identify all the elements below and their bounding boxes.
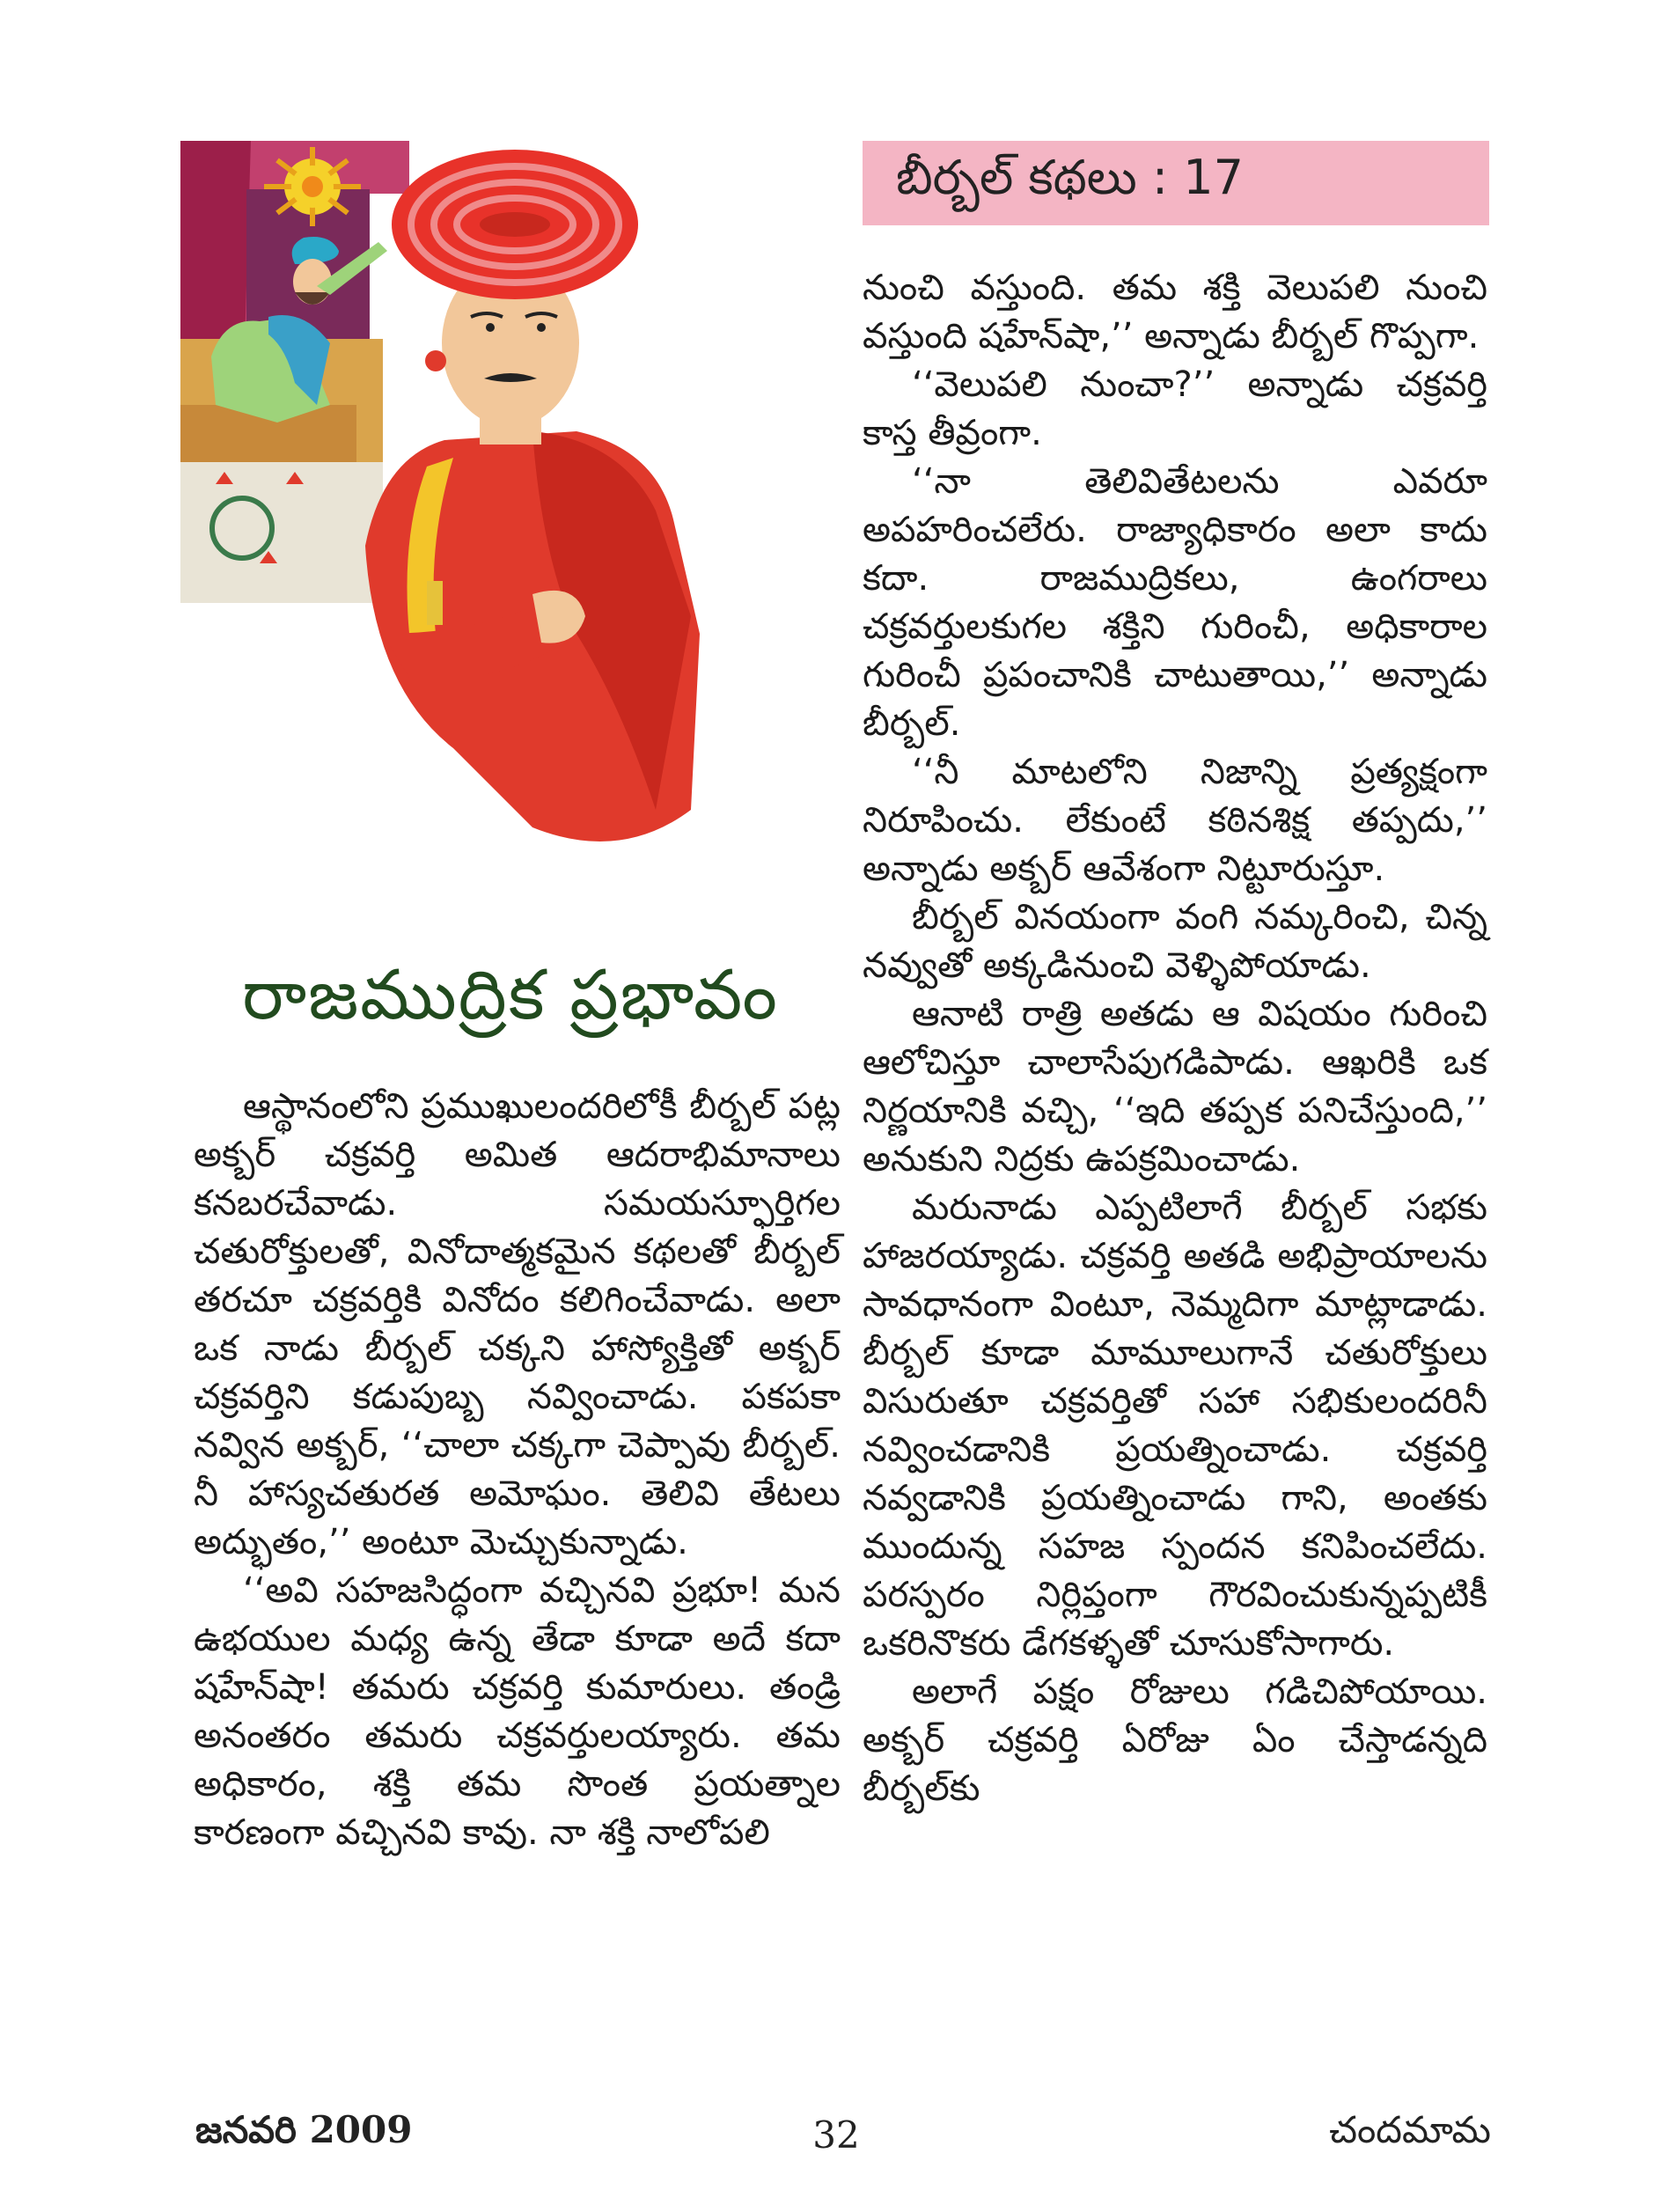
- story-illustration: [163, 141, 858, 933]
- right-text-column: [863, 264, 1487, 1813]
- paragraph: ‘‘అవి సహజసిద్ధంగా వచ్చినవి ప్రభూ! మన ఉభయుల మధ్య ఉన్న తేడా కూడా అదే కదా షహేన్‌షా! తమరు చక్రవర్తి కుమారులు. తండ్రి అనంతరం తమరు చక్రవర్తులయ్యారు. తమ అధికారం, శక్తి తమ సొంత ప్రయత్నాల కారణంగా వచ్చినవి కావు. నా శక్తి నాలోపలి: [194, 1570, 841, 1853]
- paragraph: ‘‘వెలుపలి నుంచా?’’ అన్నాడు చక్రవర్తి కాస్త తీవ్రంగా.: [863, 364, 1487, 453]
- page-number: 32: [812, 2113, 860, 2157]
- paragraph: బీర్బల్ వినయంగా వంగి నమ్కరించి, చిన్న నవ్వుతో అక్కడినుంచి వెళ్ళిపోయాడు.: [863, 897, 1487, 986]
- story-title: రాజముద్రిక ప్రభావం: [242, 955, 779, 1035]
- footer-date: జనవరి 2009: [195, 2108, 413, 2151]
- paragraph: ఆనాటి రాత్రి అతడు ఆ విషయం గురించి ఆలోచిస్తూ చాలాసేపుగడిపాడు. ఆఖరికి ఒక నిర్ణయానికి వచ్చి, ‘‘ఇది తప్పక పనిచేస్తుంది,’’ అనుకుని నిద్రకు ఉపక్రమించాడు.: [863, 994, 1487, 1179]
- paragraph: అలాగే పక్షం రోజులు గడిచిపోయాయి. అక్బర్ చక్రవర్తి ఏరోజు ఏం చేస్తాడన్నది బీర్బల్‌కు: [863, 1672, 1487, 1809]
- paragraph: మరునాడు ఎప్పటిలాగే బీర్బల్ సభకు హాజరయ్యాడు. చక్రవర్తి అతడి అభిప్రాయాలను సావధానంగా వింటూ, నెమ్మదిగా మాట్లాడాడు. బీర్బల్ కూడా మామూలుగానే చతురోక్తులు విసురుతూ చక్రవర్తితో సహా సభికులందరినీ నవ్వించడానికి ప్రయత్నించాడు. చక్రవర్తి నవ్వడానికి ప్రయత్నించాడు గాని, అంతకు ముందున్న సహజ స్పందన కనిపించలేదు. పరస్పరం నిర్లిప్తంగా గౌరవించుకున్నప్పటికీ ఒకరినొకరు డేగకళ్ళతో చూసుకోసాగారు.: [863, 1187, 1487, 1664]
- paragraph: ఆస్థానంలోని ప్రముఖులందరిలోకీ బీర్బల్ పట్ల అక్బర్ చక్రవర్తి అమిత ఆదరాభిమానాలు కనబరచేవాడు. సమయస్ఫూర్తిగల చతురోక్తులతో, వినోదాత్మకమైన కథలతో బీర్బల్ తరచూ చక్రవర్తికి వినోదం కలిగించేవాడు. అలా ఒక నాడు బీర్బల్ చక్కని హాస్యోక్తితో అక్బర్ చక్రవర్తిని కడుపుబ్బ నవ్వించాడు. పకపకా నవ్విన అక్బర్, ‘‘చాలా చక్కగా చెప్పావు బీర్బల్. నీ హాస్యచతురత అమోఘం. తెలివి తేటలు అద్భుతం,’’ అంటూ మెచ్చుకున్నాడు.: [194, 1086, 841, 1562]
- paragraph: నుంచి వస్తుంది. తమ శక్తి వెలుపలి నుంచి వస్తుంది షహేన్‌షా,’’ అన్నాడు బీర్బల్ గొప్పగా.: [863, 268, 1487, 356]
- series-header: [863, 141, 1489, 225]
- birbal-akbar-illustration: [163, 141, 858, 933]
- magazine-name: చందమామ: [1329, 2108, 1491, 2151]
- series-label: బీర్బల్ కథలు : 17: [896, 149, 1244, 205]
- paragraph: ‘‘నీ మాటలోని నిజాన్ని ప్రత్యక్షంగా నిరూపించు. లేకుంటే కఠినశిక్ష తప్పదు,’’ అన్నాడు అక్బర్ ఆవేశంగా నిట్టూరుస్తూ.: [863, 752, 1487, 889]
- paragraph: ‘‘నా తెలివితేటలను ఎవరూ అపహరించలేరు. రాజ్యాధికారం అలా కాదు కదా. రాజముద్రికలు, ఉంగరాలు చక్రవర్తులకుగల శక్తిని గురించీ, అధికారాల గురించీ ప్రపంచానికి చాటుతాయి,’’ అన్నాడు బీర్బల్.: [863, 461, 1487, 744]
- left-text-column: [194, 1083, 841, 1857]
